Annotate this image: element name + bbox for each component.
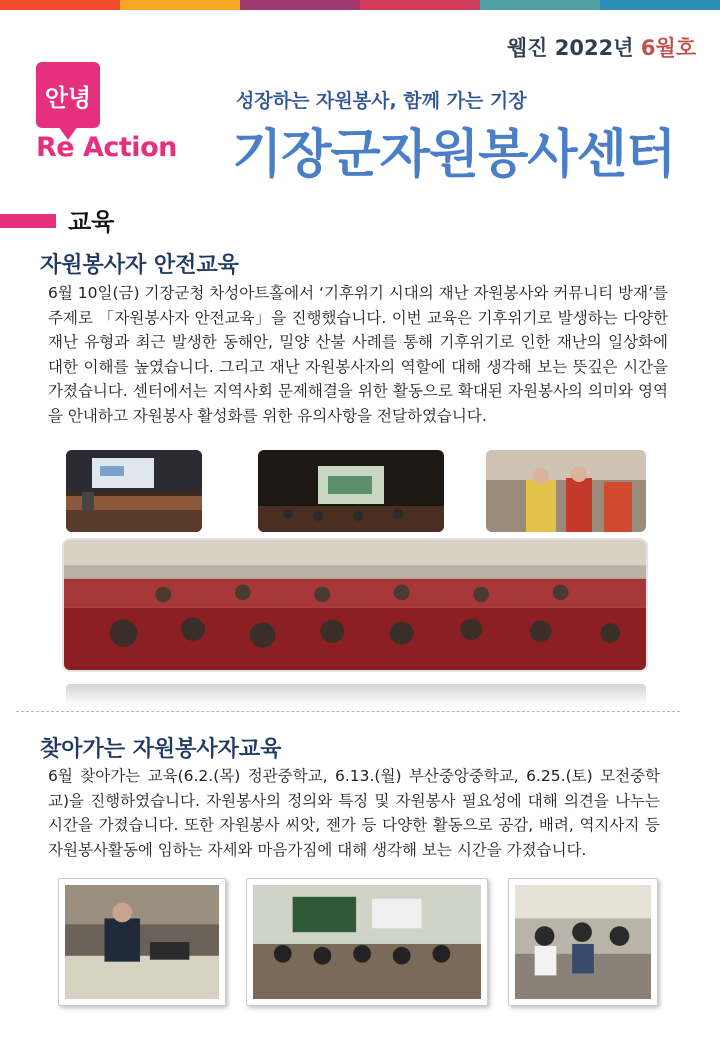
issue-label	[507, 32, 696, 62]
logo-bottom-text: Re Action	[36, 132, 177, 163]
logo-speech-bubble	[36, 62, 100, 128]
stripe-segment	[480, 0, 600, 10]
section-title: 교육	[68, 208, 115, 236]
photo-reflection	[66, 684, 646, 706]
issue-month: 6월호	[640, 36, 696, 60]
stripe-segment	[360, 0, 480, 10]
photo-audience-large	[62, 538, 648, 672]
stripe-segment	[240, 0, 360, 10]
stripe-segment	[0, 0, 120, 10]
photo-school-classroom	[246, 878, 488, 1006]
logo-top-text: 안녕	[44, 83, 92, 112]
tagline: 성장하는 자원봉사, 함께 가는 기장	[236, 90, 527, 112]
stripe-segment	[120, 0, 240, 10]
stripe-segment	[600, 0, 720, 10]
article-2-body: 6월 찾아가는 교육(6.2.(목) 정관중학교, 6.13.(월) 부산중앙중학교, 6.25.(토) 모전중학교)을 진행하였습니다. 자원봉사의 정의와 특징 및 자원봉사 필요성에 대해 의견을 나누는 시간을 가졌습니다. 또한 자원봉사 씨앗, 젠가 등 다양한 활동으로 공감, 배려, 역지사지 등 자원봉사활동에 임하는 자세와 마음가짐에 대해 생각해 보는 시간을 가졌습니다.	[48, 767, 660, 859]
photo-lecture-stage	[66, 450, 202, 532]
section-divider	[16, 711, 680, 712]
photo-school-instructor	[58, 878, 226, 1006]
photo-hall-audience	[258, 450, 444, 532]
issue-prefix: 웹진 2022년	[506, 36, 634, 60]
article-2-title: 찾아가는 자원봉사자교육	[40, 737, 282, 762]
photo-school-group-activity	[508, 878, 658, 1006]
section-accent-bar	[0, 214, 56, 228]
article-1-body: 6월 10일(금) 기장군청 차성아트홀에서 ‘기후위기 시대의 재난 자원봉사와 커뮤니티 방재’를 주제로 「자원봉사자 안전교육」을 진행했습니다. 이번 교육은 기후위기로 발생하는 다양한 재난 유형과 최근 발생한 동해안, 밀양 산불 사례를 통해 기후위기로 인한 재난의 일상화에 대한 이해를 높였습니다. 그리고 재난 자원봉사자의 역할에 대해 생각해 보는 뜻깊은 시간을 가졌습니다. 센터에서는 지역사회 문제해결을 위한 활동으로 확대된 자원봉사의 의미와 영역을 안내하고 자원봉사 활성화를 위한 유의사항을 전달하였습니다.	[48, 284, 668, 425]
center-name-title: 기장군자원봉사센터	[232, 125, 676, 185]
photo-disaster-volunteers	[486, 450, 646, 532]
article-1-title: 자원봉사자 안전교육	[40, 253, 239, 278]
